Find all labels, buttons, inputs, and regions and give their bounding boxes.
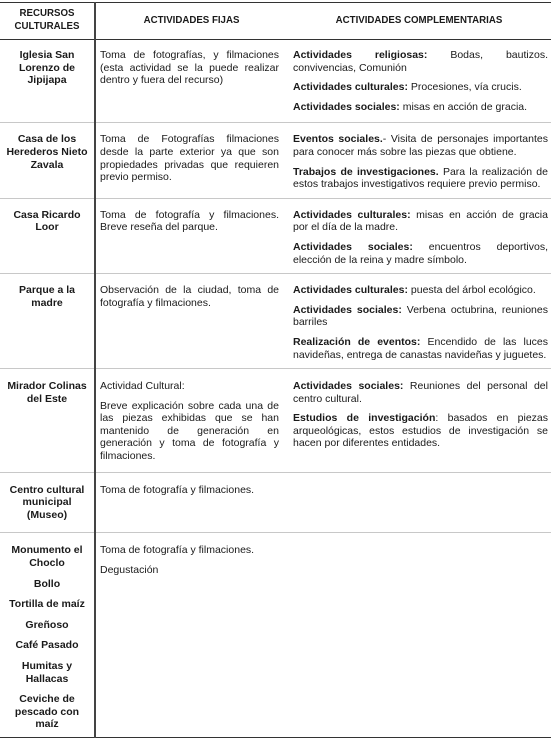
activity-description: encuentros deportivos, elección de la reina y madre símbolo. — [293, 240, 548, 266]
complementary-activity — [293, 284, 548, 297]
fixed-activity-text: Toma de fotografía y filmaciones. — [100, 483, 255, 496]
table-row — [0, 472, 551, 533]
fixed-activities-cell — [95, 40, 287, 123]
activity-label: Actividades sociales: — [293, 303, 402, 316]
resource-name: Centro cultural municipal (Museo) — [9, 483, 85, 521]
table-row — [0, 198, 551, 273]
table-body — [0, 40, 551, 738]
resource-cell — [0, 198, 95, 273]
complementary-activity — [293, 412, 548, 450]
activity-description: : basados en piezas arqueológicas, estos estudios de investigación se hacen por diferentes entidades. — [293, 412, 548, 450]
header-recursos-culturales: RECURSOS CULTURALES — [0, 3, 95, 40]
activity-label: Estudios de investigación — [293, 412, 436, 425]
activity-label: Actividades religiosas: — [293, 49, 428, 61]
resource-name: Casa Ricardo Loor — [13, 208, 81, 234]
complementary-activity — [293, 166, 548, 191]
activity-label: Actividades sociales: — [293, 240, 413, 253]
fixed-activities-cell — [95, 123, 287, 198]
complementary-activity — [293, 81, 548, 94]
fixed-activities-cell — [95, 369, 287, 473]
complementary-activities-cell — [287, 40, 551, 123]
activity-label: Eventos sociales. — [293, 133, 383, 146]
complementary-activities-cell — [287, 198, 551, 273]
table-row — [0, 123, 551, 198]
resource-cell — [0, 123, 95, 198]
complementary-activity — [293, 380, 548, 405]
resource-name: Ceviche de pescado con maíz — [14, 693, 80, 731]
activity-description: misas en acción de gracia por el día de la madre. — [293, 208, 548, 234]
activity-label: Trabajos de investigaciones. — [293, 165, 439, 178]
fixed-activities-cell — [95, 274, 287, 369]
fixed-activity-text: Degustación — [100, 564, 159, 577]
resource-name: Iglesia San Lorenzo de Jipijapa — [18, 49, 75, 87]
table-row — [0, 274, 551, 369]
activity-label: Actividades sociales: — [293, 100, 400, 113]
activity-label: Actividades culturales: — [293, 81, 408, 94]
fixed-activities-cell — [95, 198, 287, 273]
complementary-activities-cell — [287, 123, 551, 198]
complementary-activities-cell — [287, 369, 551, 473]
resource-name: Café Pasado — [15, 639, 79, 652]
complementary-activity — [293, 101, 548, 114]
resource-name: Mirador Colinas del Este — [7, 380, 87, 405]
fixed-activity-text: Breve explicación sobre cada una de las piezas exhibidas que se han mantenido de generación en generación y toma de fotografía y filmaciones. — [100, 399, 279, 463]
table-row — [0, 533, 551, 738]
complementary-activity — [293, 304, 548, 329]
activity-description: Para la realización de estos trabajos investigativos requiere previo permiso. — [293, 165, 548, 191]
complementary-activities-cell — [287, 472, 551, 533]
fixed-activity-text: Toma de fotografía y filmaciones. — [100, 544, 255, 557]
header-actividades-fijas: ACTIVIDADES FIJAS — [95, 3, 287, 40]
fixed-activity-text: Actividad Cultural: — [100, 380, 185, 393]
activity-description: Encendido de las luces navideñas, entrega de canastas navideñas y juguetes. — [293, 335, 548, 361]
resource-cell — [0, 274, 95, 369]
complementary-activity — [293, 209, 548, 234]
fixed-activity-text: Toma de Fotografías filmaciones desde la parte exterior ya que son propiedades privadas que requieren previo permiso. — [100, 133, 279, 184]
table-row — [0, 40, 551, 123]
header-actividades-complementarias: ACTIVIDADES COMPLEMENTARIAS — [287, 3, 551, 40]
complementary-activities-cell — [287, 533, 551, 738]
activity-description: puesta del árbol ecológico. — [407, 284, 536, 297]
fixed-activity-text: Toma de fotografía y filmaciones. Breve reseña del parque. — [100, 208, 279, 234]
activity-label: Actividades culturales: — [293, 284, 408, 297]
fixed-activities-cell — [95, 472, 287, 533]
complementary-activities-cell — [287, 274, 551, 369]
resource-cell — [0, 369, 95, 473]
activity-description: Reuniones del personal del centro cultural. — [293, 380, 548, 405]
resource-cell — [0, 40, 95, 123]
activity-description: Procesiones, vía crucis. — [407, 81, 522, 94]
complementary-activity — [293, 241, 548, 266]
complementary-activity — [293, 49, 548, 74]
resource-name: Bollo — [33, 577, 61, 590]
table-row — [0, 369, 551, 473]
complementary-activity — [293, 133, 548, 158]
table-header-row — [0, 3, 551, 40]
resource-name: Tortilla de maíz — [9, 598, 85, 611]
fixed-activity-text: Toma de fotografías, y filmaciones (esta actividad se la puede realizar dentro y fuera del recurso) — [100, 49, 279, 87]
activity-label: Actividades sociales: — [293, 380, 404, 393]
resource-cell — [0, 533, 95, 738]
cultural-resources-table — [0, 2, 551, 738]
activity-description: Bodas, bautizos. convivencias, Comunión — [293, 49, 548, 74]
resource-name: Humitas y Hallacas — [21, 660, 73, 685]
activity-description: misas en acción de gracia. — [399, 100, 528, 113]
resource-name: Monumento el Choclo — [11, 544, 83, 570]
resource-cell — [0, 472, 95, 533]
complementary-activity — [293, 336, 548, 361]
activity-description: Verbena octubrina, reuniones barriles — [293, 303, 548, 329]
activity-description: - Visita de personajes importantes para conocer más sobre las piezas que obtiene. — [293, 133, 548, 158]
activity-label: Realización de eventos: — [293, 335, 421, 348]
fixed-activity-text: Observación de la ciudad, toma de fotografía y filmaciones. — [100, 284, 279, 309]
resource-name: Casa de los Herederos Nieto Zavala — [6, 133, 88, 171]
activity-label: Actividades culturales: — [293, 208, 411, 221]
resource-name: Greñoso — [25, 618, 69, 631]
resource-name: Parque a la madre — [18, 284, 76, 309]
fixed-activities-cell — [95, 533, 287, 738]
